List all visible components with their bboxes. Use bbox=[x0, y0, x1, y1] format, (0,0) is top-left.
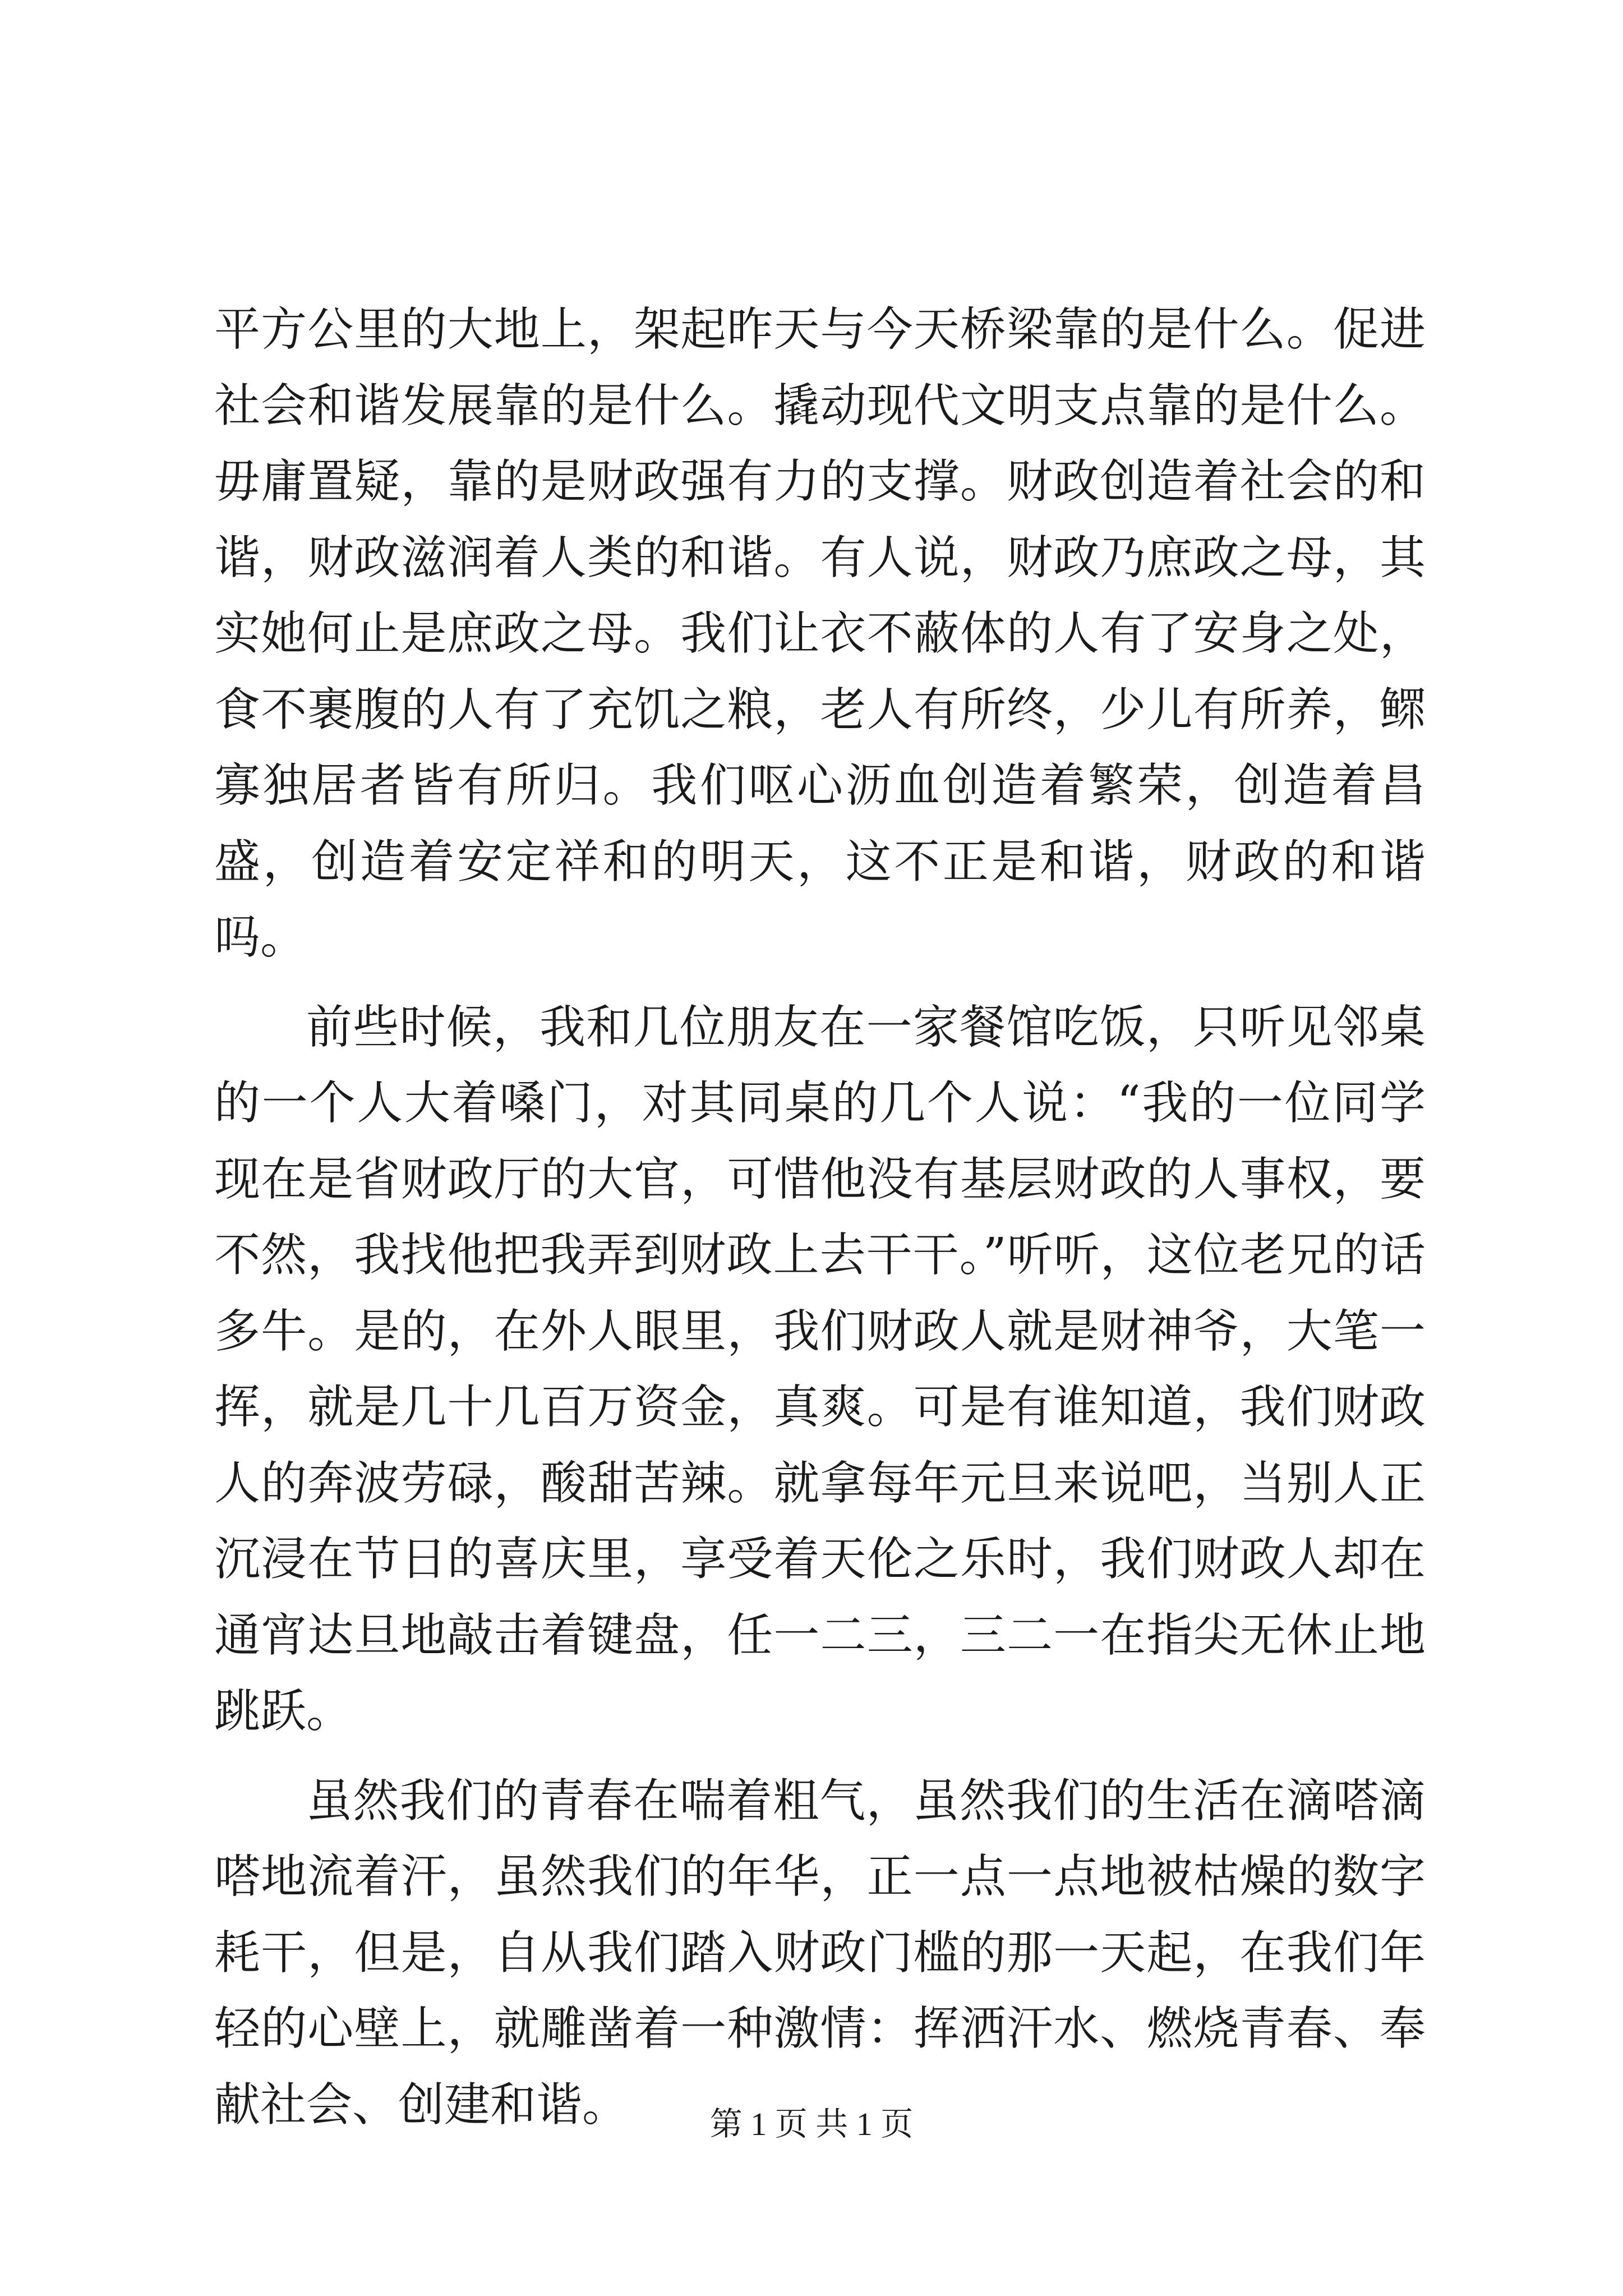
page-footer: 第 1 页 共 1 页 bbox=[709, 2106, 914, 2142]
paragraph-1: 平方公里的大地上，架起昨天与今天桥梁靠的是什么。促进社会和谐发展靠的是什么。撬动现代文明支点靠的是什么。毋庸置疑，靠的是财政强有力的支撑。财政创造着社会的和谐，财政滋润着人类的和谐。有人说，财政乃庶政之母，其实她何止是庶政之母。我们让衣不蔽体的人有了安身之处，食不裹腹的人有了充饥之粮，老人有所终，少儿有所养，鳏寡独居者皆有所归。我们呕心沥血创造着繁荣，创造着昌盛，创造着安定祥和的明天，这不正是和谐，财政的和谐吗。 bbox=[214, 303, 1426, 964]
document-body bbox=[214, 292, 1426, 2143]
paragraph-2: 前些时候，我和几位朋友在一家餐馆吃饭，只听见邻桌的一个人大着嗓门，对其同桌的几个人说：“我的一位同学现在是省财政厅的大官，可惜他没有基层财政的人事权，要不然，我找他把我弄到财政上去干干。”听听，这位老兄的话多牛。是的，在外人眼里，我们财政人就是财神爷，大笔一挥，就是几十几百万资金，真爽。可是有谁知道，我们财政人的奔波劳碌，酸甜苦辣。就拿每年元旦来说吧，当别人正沉浸在节日的喜庆里，享受着天伦之乐时，我们财政人却在通宵达旦地敲击着键盘，任一二三，三二一在指尖无休止地跳跃。 bbox=[214, 1000, 1426, 1738]
paragraph-3: 虽然我们的青春在喘着粗气，虽然我们的生活在滴嗒滴嗒地流着汗，虽然我们的年华，正一点一点地被枯燥的数字耗干，但是，自从我们踏入财政门槛的那一天起，在我们年轻的心壁上，就雕凿着一种激情：挥洒汗水、燃烧青春、奉献社会、创建和谐。 bbox=[214, 1774, 1426, 2132]
